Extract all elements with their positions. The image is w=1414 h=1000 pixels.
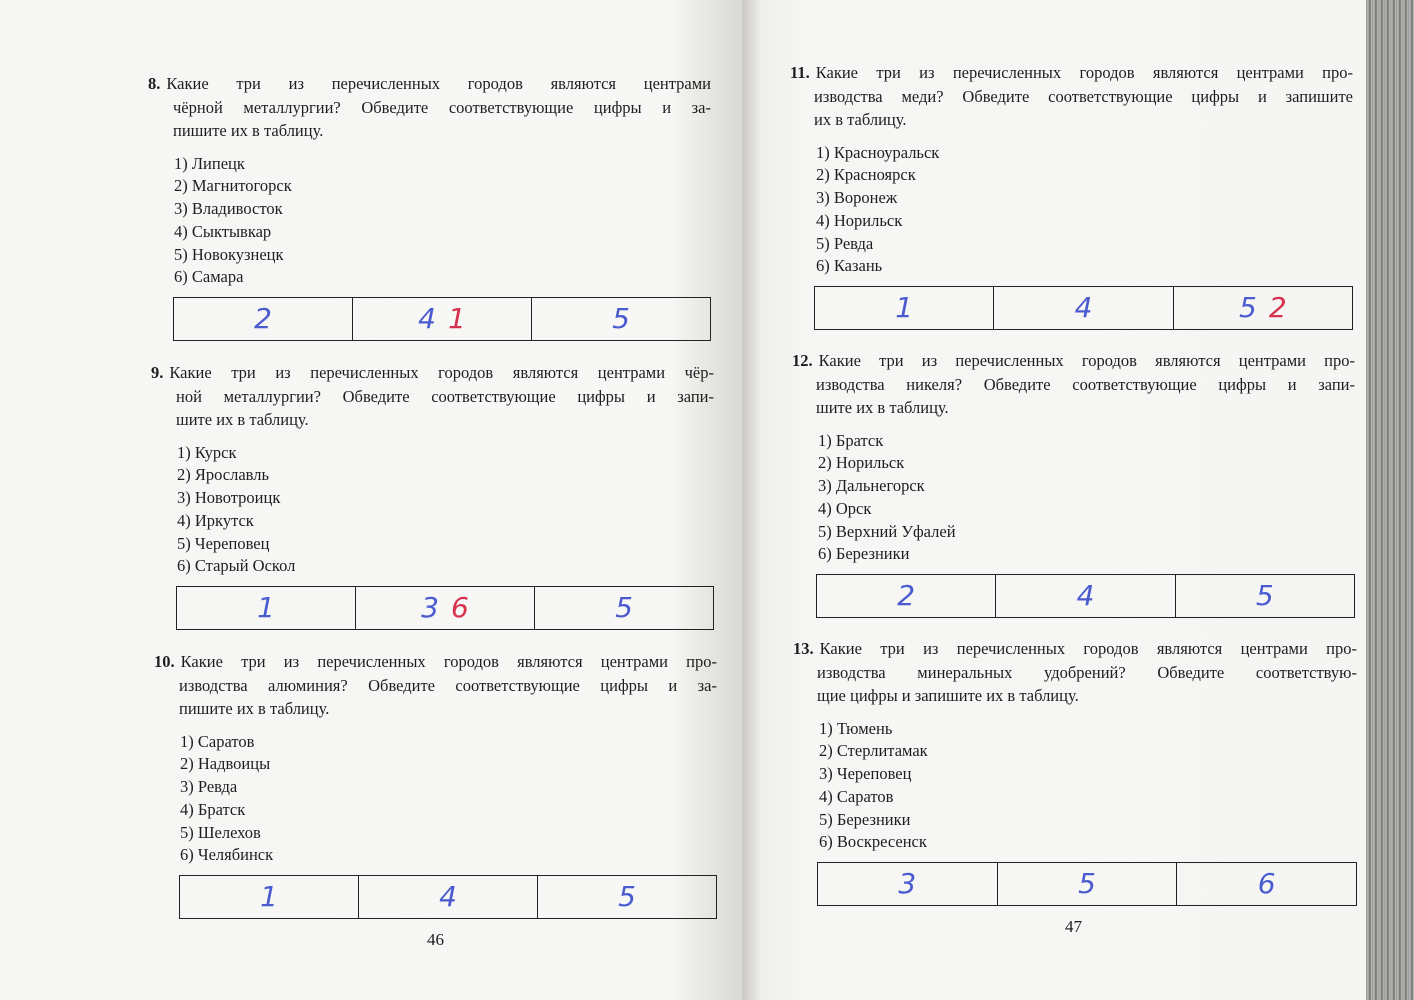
handwritten-answer: 2 <box>1268 291 1287 325</box>
option-item: 4) Иркутск <box>177 510 254 530</box>
option-item: 1) Тюмень <box>819 718 893 738</box>
question-text: шите их в таблицу. <box>816 398 949 417</box>
option-item: 3) Владивосток <box>174 199 283 219</box>
handwritten-answer: 6 <box>1257 867 1276 901</box>
option-item: 4) Сыктывкар <box>174 221 272 241</box>
question-11 <box>790 61 1353 330</box>
question-text: их в таблицу. <box>814 110 907 129</box>
question-text-line <box>790 108 1353 132</box>
handwritten-answer: 5 <box>1078 867 1096 901</box>
question-text-line <box>151 361 714 385</box>
question-text-line <box>148 96 711 120</box>
handwritten-answer: 5 <box>1255 579 1274 613</box>
answer-cell[interactable] <box>818 863 998 905</box>
option-item: 2) Стерлитамак <box>819 741 928 761</box>
options-list <box>818 430 1355 567</box>
option-item: 5) Березники <box>819 809 911 829</box>
option-item: 6) Старый Оскол <box>177 556 296 576</box>
question-text-line <box>151 385 714 409</box>
answer-cell[interactable] <box>1174 287 1352 329</box>
handwritten-answer: 2 <box>254 302 272 336</box>
question-9 <box>151 361 714 630</box>
option-item: 3) Череповец <box>819 764 912 784</box>
option-item: 5) Верхний Уфалей <box>818 521 956 541</box>
answer-cell[interactable] <box>174 298 353 340</box>
answer-cell[interactable] <box>353 298 532 340</box>
answer-cell[interactable] <box>994 287 1173 329</box>
answer-table <box>173 297 711 341</box>
question-text-line <box>154 697 717 721</box>
question-text: щие цифры и запишите их в таблицу. <box>817 686 1079 705</box>
handwritten-answer: 1 <box>257 591 275 625</box>
option-item: 5) Череповец <box>177 533 270 553</box>
question-text-line <box>792 396 1355 420</box>
answer-table <box>817 862 1357 906</box>
answer-table <box>814 286 1353 330</box>
answer-cell[interactable] <box>359 876 538 918</box>
handwritten-answer: 5 <box>618 880 636 914</box>
options-list <box>177 442 714 579</box>
handwritten-answer: 6 <box>451 591 469 625</box>
answer-cell[interactable] <box>177 587 356 629</box>
question-text-line <box>793 684 1357 708</box>
options-list <box>816 142 1353 279</box>
question-text: Какие три из перечисленных городов являются центрами про- <box>818 351 1355 370</box>
question-number: 11. <box>790 63 810 82</box>
question-text-line <box>792 373 1355 397</box>
option-item: 5) Новокузнецк <box>174 244 284 264</box>
handwritten-answer: 4 <box>439 880 457 914</box>
option-item: 4) Братск <box>180 799 246 819</box>
question-10 <box>154 650 717 919</box>
question-text: пишите их в таблицу. <box>179 699 330 718</box>
option-item: 3) Новотроицк <box>177 488 281 508</box>
question-text: пишите их в таблицу. <box>173 121 324 140</box>
page-number: 47 <box>1065 917 1082 936</box>
option-item: 1) Липецк <box>174 153 245 173</box>
option-item: 5) Ревда <box>816 233 874 253</box>
options-list <box>180 731 717 868</box>
question-text: чёрной металлургии? Обведите соответствующие цифры и за- <box>173 97 711 117</box>
question-text: Какие три из перечисленных городов являются центрами про- <box>819 639 1357 658</box>
handwritten-answer: 3 <box>898 867 917 901</box>
handwritten-answer: 5 <box>1238 291 1257 325</box>
book-edge <box>1366 0 1414 1000</box>
question-text-line <box>148 72 711 96</box>
answer-cell[interactable] <box>996 575 1175 617</box>
option-item: 2) Красноярск <box>816 165 916 185</box>
question-text: изводства никеля? Обведите соответствующие цифры и запи- <box>816 374 1355 394</box>
question-number: 10. <box>154 652 175 671</box>
answer-cell[interactable] <box>356 587 535 629</box>
handwritten-answer: 1 <box>448 302 466 336</box>
question-8 <box>148 72 711 341</box>
option-item: 1) Красноуральск <box>816 142 940 162</box>
option-item: 1) Саратов <box>180 731 255 751</box>
question-text: Какие три из перечисленных городов являются центрами про- <box>815 63 1353 82</box>
answer-cell[interactable] <box>180 876 359 918</box>
question-text: ной металлургии? Обведите соответствующие цифры и запи- <box>176 386 714 406</box>
handwritten-answer: 5 <box>615 591 633 625</box>
answer-table <box>176 586 714 630</box>
question-number: 12. <box>792 351 813 370</box>
question-text: изводства алюминия? Обведите соответствующие цифры и за- <box>179 675 717 695</box>
question-text-line <box>148 119 711 143</box>
question-text-line <box>151 408 714 432</box>
option-item: 1) Братск <box>818 430 884 450</box>
handwritten-answer: 1 <box>895 291 914 325</box>
option-item: 6) Березники <box>818 544 910 564</box>
option-item: 6) Челябинск <box>180 845 274 865</box>
option-item: 2) Норильск <box>818 453 905 473</box>
option-item: 3) Ревда <box>180 777 238 797</box>
question-text-line <box>793 661 1357 685</box>
answer-table <box>179 875 717 919</box>
option-item: 3) Дальнегорск <box>818 476 925 496</box>
answer-table <box>816 574 1355 618</box>
answer-cell[interactable] <box>817 575 996 617</box>
question-number: 8. <box>148 74 161 93</box>
answer-cell[interactable] <box>815 287 994 329</box>
handwritten-answer: 3 <box>421 591 439 625</box>
question-12 <box>792 349 1355 618</box>
options-list <box>174 153 711 290</box>
question-text-line <box>790 61 1353 85</box>
option-item: 2) Ярославль <box>177 465 269 485</box>
question-text-line <box>792 349 1355 373</box>
question-text: шите их в таблицу. <box>176 410 309 429</box>
answer-cell[interactable] <box>538 876 716 918</box>
question-text: Какие три из перечисленных городов являются центрами <box>166 74 711 93</box>
option-item: 4) Саратов <box>819 786 894 806</box>
answer-cell[interactable] <box>998 863 1178 905</box>
answer-cell[interactable] <box>532 298 710 340</box>
option-item: 6) Воскресенск <box>819 832 927 852</box>
question-text-line <box>790 85 1353 109</box>
answer-cell[interactable] <box>535 587 713 629</box>
question-number: 9. <box>151 363 164 382</box>
option-item: 6) Самара <box>174 267 244 287</box>
question-text: изводства меди? Обведите соответствующие цифры и запишите <box>814 86 1353 106</box>
handwritten-answer: 4 <box>1074 291 1093 325</box>
question-text-line <box>793 637 1357 661</box>
option-item: 3) Воронеж <box>816 188 898 208</box>
option-item: 2) Магнитогорск <box>174 176 292 196</box>
option-item: 1) Курск <box>177 442 237 462</box>
question-text-line <box>154 650 717 674</box>
options-list <box>819 718 1357 855</box>
handwritten-answer: 5 <box>612 302 630 336</box>
handwritten-answer: 4 <box>1076 579 1095 613</box>
question-number: 13. <box>793 639 814 658</box>
answer-cell[interactable] <box>1176 575 1354 617</box>
question-text: изводства минеральных удобрений? Обведите соответствую- <box>817 662 1357 682</box>
question-text-line <box>154 674 717 698</box>
option-item: 2) Надвоицы <box>180 754 271 774</box>
question-text: Какие три из перечисленных городов являются центрами чёр- <box>169 363 714 382</box>
question-text: Какие три из перечисленных городов являются центрами про- <box>180 652 717 671</box>
handwritten-answer: 2 <box>897 579 916 613</box>
answer-cell[interactable] <box>1177 863 1356 905</box>
option-item: 5) Шелехов <box>180 822 261 842</box>
option-item: 4) Норильск <box>816 210 903 230</box>
handwritten-answer: 1 <box>260 880 278 914</box>
option-item: 4) Орск <box>818 498 872 518</box>
question-13 <box>793 637 1357 906</box>
option-item: 6) Казань <box>816 256 883 276</box>
page-number: 46 <box>427 930 444 949</box>
handwritten-answer: 4 <box>418 302 436 336</box>
